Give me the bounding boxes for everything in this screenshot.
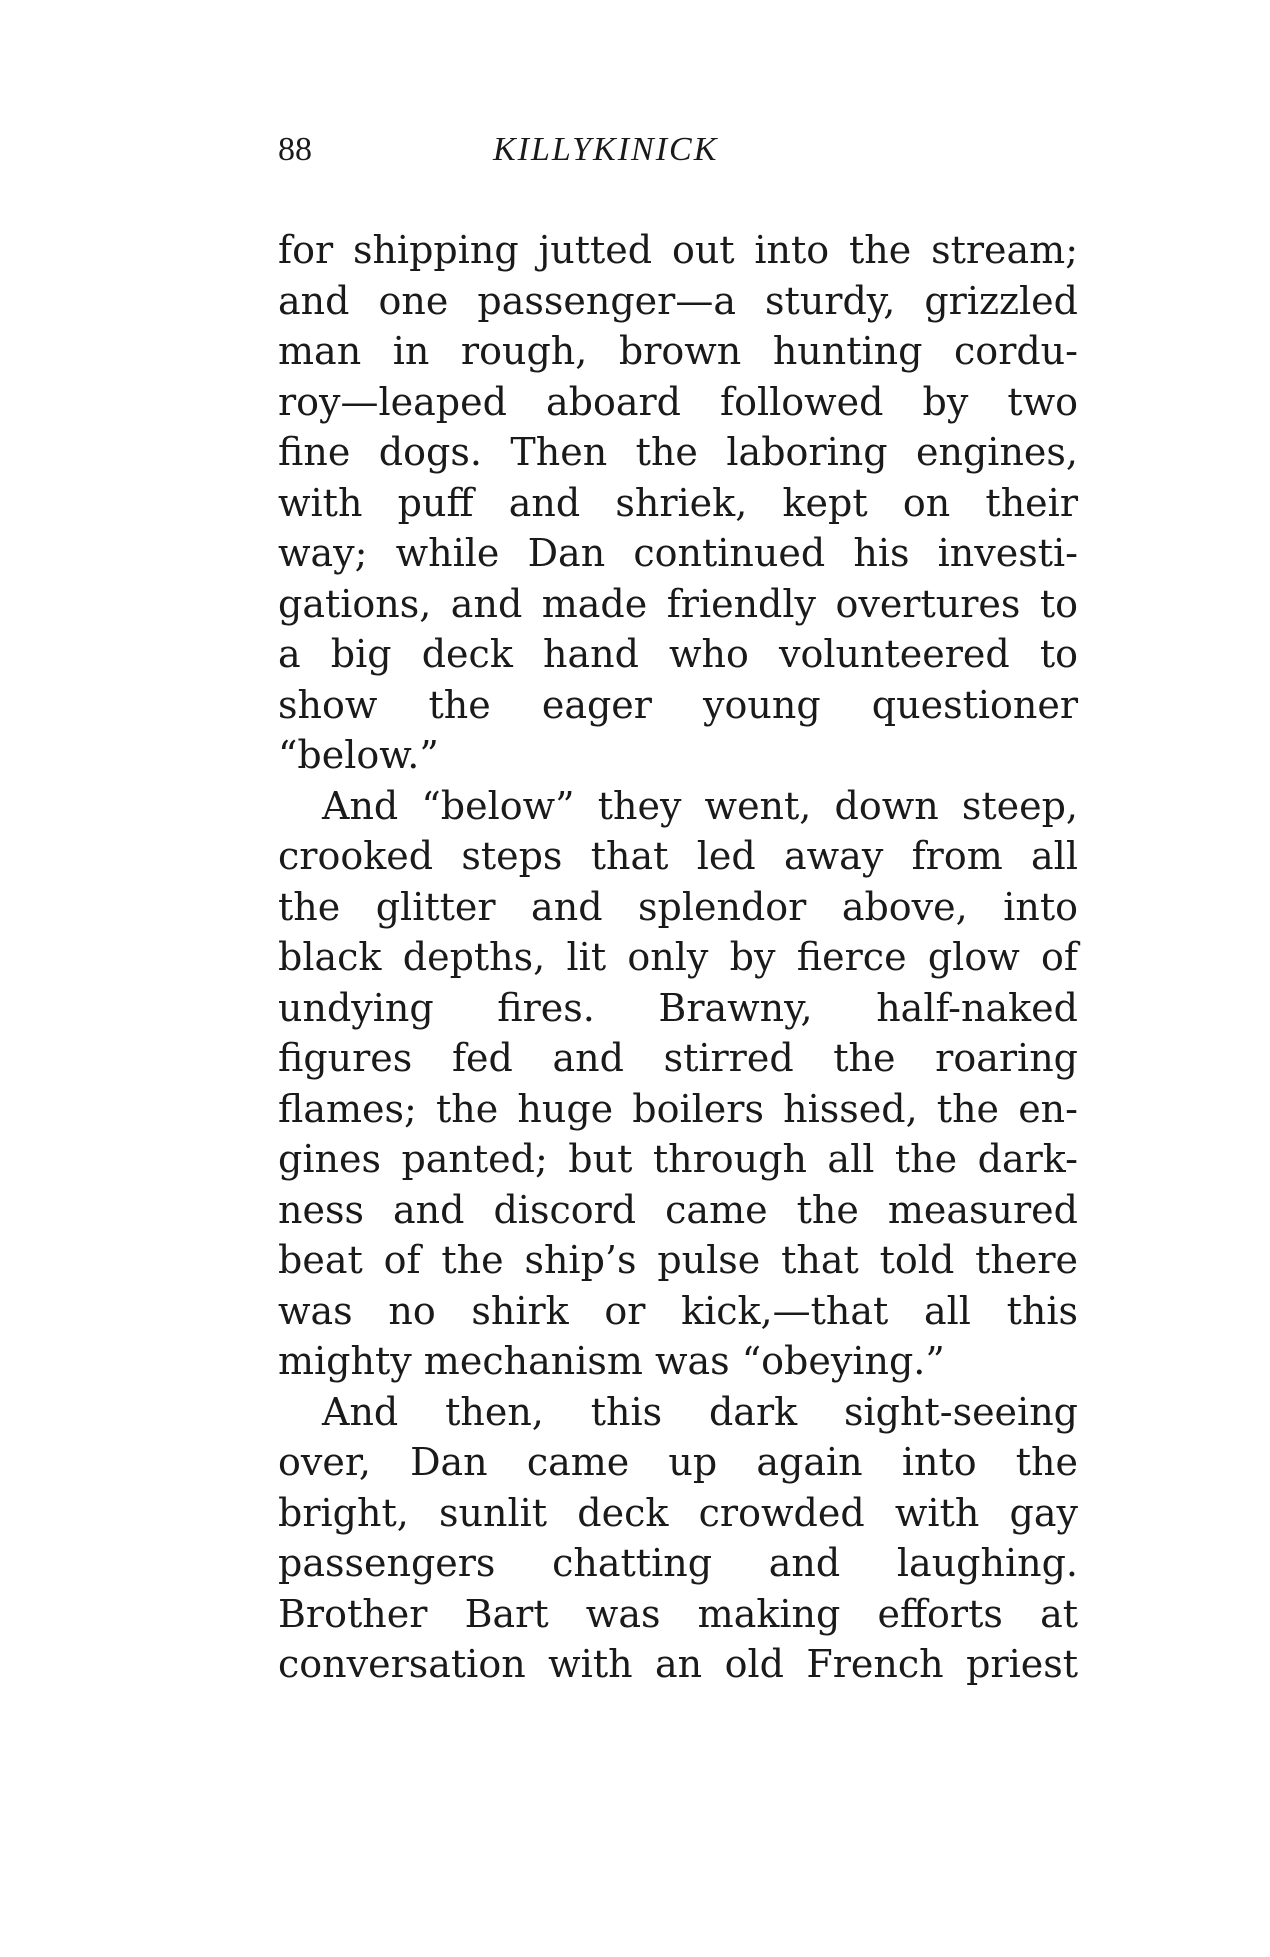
text-line: gations, and made friendly overtures to: [278, 581, 1078, 626]
text-line: over, Dan came up again into the: [278, 1440, 1078, 1484]
text-line: passengers chatting and laughing.: [278, 1541, 1078, 1585]
text-line: flames; the huge boilers hissed, the en-: [278, 1086, 1078, 1131]
text-line: the glitter and splendor above, into: [278, 884, 1078, 929]
text-line: was no shirk or kick,—that all this: [278, 1288, 1078, 1333]
text-line: roy—leaped aboard followed by two: [278, 379, 1078, 424]
text-line: And then, this dark sight-seeing: [322, 1389, 1078, 1434]
text-line: fine dogs. Then the laboring engines,: [278, 430, 1078, 474]
text-line: undying fires. Brawny, half-naked: [278, 985, 1078, 1030]
text-line: beat of the ship’s pulse that told there: [278, 1238, 1078, 1282]
text-line: bright, sunlit deck crowded with gay: [278, 1490, 1078, 1535]
text-line: gines panted; but through all the dark-: [278, 1137, 1078, 1181]
text-line: a big deck hand who volunteered to: [278, 632, 1078, 676]
text-line: “below.”: [278, 733, 439, 777]
text-line: conversation with an old French priest: [278, 1642, 1078, 1686]
text-line: ness and discord came the measured: [278, 1187, 1078, 1232]
text-line: way; while Dan continued his investi-: [278, 531, 1078, 575]
text-line: mighty mechanism was “obeying.”: [278, 1339, 945, 1383]
page-number: 88: [278, 131, 312, 168]
text-line: and one passenger—a sturdy, grizzled: [278, 278, 1078, 323]
page-header: [278, 130, 1078, 170]
text-line: man in rough, brown hunting cordu-: [278, 329, 1078, 373]
text-line: crooked steps that led away from all: [278, 834, 1078, 878]
running-title: KILLYKINICK: [493, 131, 719, 168]
text-line: show the eager young questioner: [278, 682, 1078, 727]
text-line: Brother Bart was making efforts at: [278, 1591, 1078, 1636]
body-text: [278, 225, 1078, 1690]
text-line: figures fed and stirred the roaring: [278, 1036, 1078, 1080]
text-line: for shipping jutted out into the stream;: [278, 228, 1078, 272]
text-line: And “below” they went, down steep,: [322, 783, 1078, 828]
text-line: with puff and shriek, kept on their: [278, 480, 1078, 525]
text-line: black depths, lit only by fierce glow of: [278, 935, 1078, 979]
